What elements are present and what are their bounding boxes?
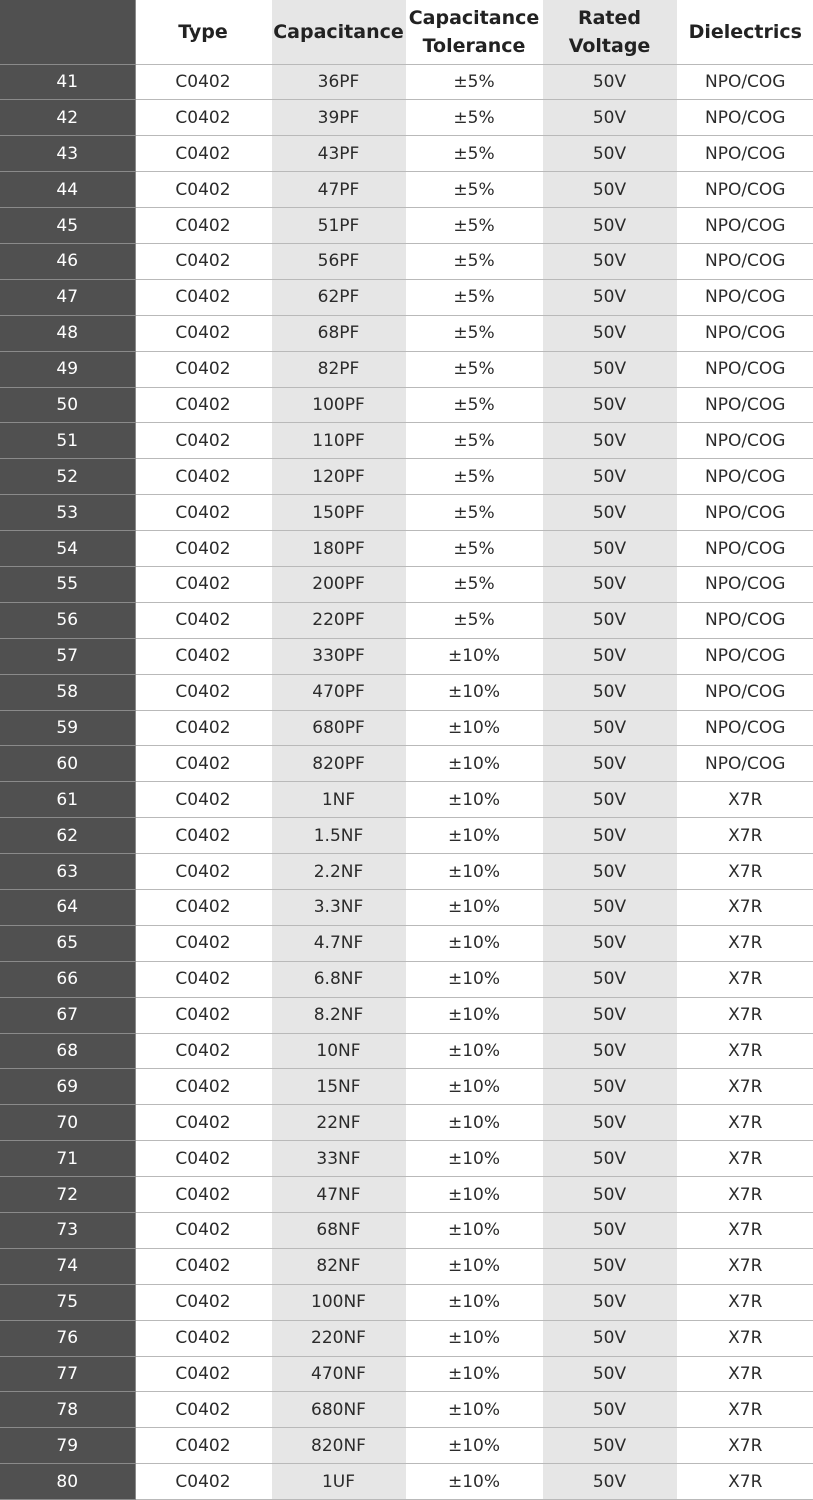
voltage-cell: 50V [542,782,677,818]
dielectric-cell: NPO/COG [677,387,813,423]
tolerance-cell: ±10% [406,782,542,818]
type-cell: C0402 [135,889,271,925]
voltage-cell: 50V [542,925,677,961]
table-row [0,172,813,208]
dielectric-cell: NPO/COG [677,208,813,244]
table-row [0,602,813,638]
type-cell: C0402 [135,1392,271,1428]
voltage-cell: 50V [542,1356,677,1392]
table-row [0,315,813,351]
tolerance-cell: ±10% [406,818,542,854]
row-index-cell: 74 [0,1248,135,1284]
dielectric-cell: NPO/COG [677,100,813,136]
type-cell: C0402 [135,64,271,100]
table-row [0,136,813,172]
row-index-cell: 80 [0,1464,135,1500]
table-row [0,423,813,459]
type-cell: C0402 [135,566,271,602]
tolerance-cell: ±5% [406,566,542,602]
capacitance-cell: 150PF [271,495,406,531]
table-row [0,279,813,315]
dielectric-cell: X7R [677,854,813,890]
tolerance-cell: ±5% [406,459,542,495]
voltage-cell: 50V [542,818,677,854]
voltage-cell: 50V [542,315,677,351]
table-row [0,1392,813,1428]
table-row [0,1356,813,1392]
capacitance-cell: 3.3NF [271,889,406,925]
row-index-cell: 75 [0,1284,135,1320]
voltage-cell: 50V [542,279,677,315]
voltage-cell: 50V [542,854,677,890]
table-row [0,1284,813,1320]
dielectric-cell: X7R [677,1356,813,1392]
voltage-cell: 50V [542,172,677,208]
row-index-cell: 64 [0,889,135,925]
table-row [0,1464,813,1500]
voltage-cell: 50V [542,459,677,495]
capacitance-cell: 470NF [271,1356,406,1392]
voltage-cell: 50V [542,531,677,567]
voltage-cell: 50V [542,889,677,925]
table-row [0,854,813,890]
tolerance-cell: ±10% [406,1033,542,1069]
table-header [0,0,813,64]
capacitance-cell: 330PF [271,638,406,674]
capacitance-cell: 62PF [271,279,406,315]
voltage-cell: 50V [542,100,677,136]
row-index-cell: 62 [0,818,135,854]
table-row [0,1177,813,1213]
capacitance-cell: 820PF [271,746,406,782]
row-index-cell: 52 [0,459,135,495]
tolerance-cell: ±10% [406,1356,542,1392]
table-row [0,961,813,997]
table-row [0,674,813,710]
dielectric-cell: NPO/COG [677,351,813,387]
table-row [0,1105,813,1141]
type-cell: C0402 [135,997,271,1033]
row-index-cell: 48 [0,315,135,351]
capacitance-cell: 82NF [271,1248,406,1284]
capacitance-cell: 33NF [271,1141,406,1177]
table-row [0,1033,813,1069]
tolerance-cell: ±5% [406,243,542,279]
tolerance-cell: ±5% [406,531,542,567]
capacitance-cell: 39PF [271,100,406,136]
capacitance-cell: 220PF [271,602,406,638]
tolerance-cell: ±10% [406,1392,542,1428]
table-row [0,1248,813,1284]
table-row [0,64,813,100]
dielectric-cell: X7R [677,782,813,818]
tolerance-cell: ±10% [406,1320,542,1356]
header-voltage-line2: Voltage [568,34,651,57]
dielectric-cell: NPO/COG [677,710,813,746]
voltage-cell: 50V [542,674,677,710]
row-index-cell: 68 [0,1033,135,1069]
capacitance-cell: 200PF [271,566,406,602]
capacitance-cell: 220NF [271,1320,406,1356]
capacitance-cell: 10NF [271,1033,406,1069]
tolerance-cell: ±5% [406,423,542,459]
voltage-cell: 50V [542,602,677,638]
table-row [0,1213,813,1249]
voltage-cell: 50V [542,997,677,1033]
tolerance-cell: ±5% [406,208,542,244]
type-cell: C0402 [135,1213,271,1249]
row-index-cell: 79 [0,1428,135,1464]
tolerance-cell: ±5% [406,602,542,638]
row-index-cell: 43 [0,136,135,172]
capacitance-cell: 43PF [271,136,406,172]
row-index-cell: 69 [0,1069,135,1105]
header-tolerance-line2: Tolerance [422,34,526,57]
capacitance-cell: 110PF [271,423,406,459]
row-index-cell: 44 [0,172,135,208]
voltage-cell: 50V [542,1033,677,1069]
voltage-cell: 50V [542,566,677,602]
voltage-cell: 50V [542,746,677,782]
dielectric-cell: X7R [677,1392,813,1428]
row-index-cell: 47 [0,279,135,315]
tolerance-cell: ±5% [406,172,542,208]
type-cell: C0402 [135,746,271,782]
type-cell: C0402 [135,1033,271,1069]
tolerance-cell: ±10% [406,1428,542,1464]
tolerance-cell: ±5% [406,387,542,423]
type-cell: C0402 [135,1284,271,1320]
capacitance-cell: 470PF [271,674,406,710]
dielectric-cell: X7R [677,1213,813,1249]
header-dielectrics: Dielectrics [677,0,813,64]
dielectric-cell: X7R [677,1464,813,1500]
capacitance-cell: 680NF [271,1392,406,1428]
dielectric-cell: NPO/COG [677,172,813,208]
tolerance-cell: ±5% [406,495,542,531]
row-index-cell: 41 [0,64,135,100]
tolerance-cell: ±5% [406,351,542,387]
row-index-cell: 50 [0,387,135,423]
capacitance-cell: 68PF [271,315,406,351]
capacitance-cell: 100NF [271,1284,406,1320]
dielectric-cell: NPO/COG [677,674,813,710]
dielectric-cell: NPO/COG [677,64,813,100]
type-cell: C0402 [135,351,271,387]
row-index-cell: 73 [0,1213,135,1249]
table-row [0,710,813,746]
tolerance-cell: ±10% [406,710,542,746]
row-index-cell: 54 [0,531,135,567]
capacitance-cell: 22NF [271,1105,406,1141]
type-cell: C0402 [135,854,271,890]
row-index-cell: 57 [0,638,135,674]
dielectric-cell: X7R [677,1105,813,1141]
dielectric-cell: NPO/COG [677,602,813,638]
tolerance-cell: ±10% [406,854,542,890]
table-row [0,566,813,602]
dielectric-cell: NPO/COG [677,531,813,567]
voltage-cell: 50V [542,1320,677,1356]
voltage-cell: 50V [542,495,677,531]
dielectric-cell: NPO/COG [677,495,813,531]
type-cell: C0402 [135,315,271,351]
voltage-cell: 50V [542,387,677,423]
row-index-cell: 58 [0,674,135,710]
capacitance-cell: 47PF [271,172,406,208]
row-index-cell: 60 [0,746,135,782]
voltage-cell: 50V [542,136,677,172]
header-capacitance: Capacitance [271,0,406,64]
table-row [0,997,813,1033]
row-index-cell: 76 [0,1320,135,1356]
dielectric-cell: NPO/COG [677,279,813,315]
type-cell: C0402 [135,638,271,674]
dielectric-cell: X7R [677,1069,813,1105]
tolerance-cell: ±10% [406,674,542,710]
dielectric-cell: X7R [677,1320,813,1356]
tolerance-cell: ±10% [406,889,542,925]
table-row [0,495,813,531]
capacitance-cell: 1.5NF [271,818,406,854]
type-cell: C0402 [135,925,271,961]
table-row [0,818,813,854]
table-row [0,889,813,925]
dielectric-cell: NPO/COG [677,315,813,351]
voltage-cell: 50V [542,423,677,459]
capacitance-cell: 1UF [271,1464,406,1500]
tolerance-cell: ±10% [406,961,542,997]
dielectric-cell: NPO/COG [677,136,813,172]
tolerance-cell: ±5% [406,100,542,136]
table-row [0,351,813,387]
capacitance-cell: 120PF [271,459,406,495]
type-cell: C0402 [135,423,271,459]
type-cell: C0402 [135,674,271,710]
table-row [0,925,813,961]
type-cell: C0402 [135,1248,271,1284]
tolerance-cell: ±10% [406,925,542,961]
table-body [0,64,813,1500]
voltage-cell: 50V [542,1213,677,1249]
dielectric-cell: X7R [677,1033,813,1069]
dielectric-cell: X7R [677,925,813,961]
header-tolerance-line1: Capacitance [408,6,540,29]
dielectric-cell: X7R [677,889,813,925]
tolerance-cell: ±10% [406,1284,542,1320]
type-cell: C0402 [135,172,271,208]
tolerance-cell: ±5% [406,279,542,315]
capacitance-cell: 820NF [271,1428,406,1464]
row-index-cell: 65 [0,925,135,961]
header-index [0,0,135,64]
type-cell: C0402 [135,1105,271,1141]
row-index-cell: 77 [0,1356,135,1392]
tolerance-cell: ±10% [406,746,542,782]
table-row [0,387,813,423]
voltage-cell: 50V [542,1177,677,1213]
dielectric-cell: NPO/COG [677,243,813,279]
voltage-cell: 50V [542,1105,677,1141]
row-index-cell: 72 [0,1177,135,1213]
table-row [0,1069,813,1105]
voltage-cell: 50V [542,1069,677,1105]
table-row [0,782,813,818]
tolerance-cell: ±10% [406,1248,542,1284]
row-index-cell: 78 [0,1392,135,1428]
type-cell: C0402 [135,1177,271,1213]
voltage-cell: 50V [542,208,677,244]
type-cell: C0402 [135,279,271,315]
row-index-cell: 55 [0,566,135,602]
tolerance-cell: ±10% [406,997,542,1033]
dielectric-cell: NPO/COG [677,423,813,459]
type-cell: C0402 [135,243,271,279]
type-cell: C0402 [135,136,271,172]
capacitance-cell: 100PF [271,387,406,423]
type-cell: C0402 [135,818,271,854]
dielectric-cell: X7R [677,961,813,997]
type-cell: C0402 [135,1464,271,1500]
capacitance-cell: 82PF [271,351,406,387]
row-index-cell: 42 [0,100,135,136]
row-index-cell: 71 [0,1141,135,1177]
row-index-cell: 59 [0,710,135,746]
dielectric-cell: X7R [677,1284,813,1320]
type-cell: C0402 [135,1356,271,1392]
capacitance-cell: 1NF [271,782,406,818]
type-cell: C0402 [135,1069,271,1105]
row-index-cell: 49 [0,351,135,387]
voltage-cell: 50V [542,1464,677,1500]
type-cell: C0402 [135,531,271,567]
type-cell: C0402 [135,100,271,136]
dielectric-cell: X7R [677,1428,813,1464]
tolerance-cell: ±10% [406,1069,542,1105]
voltage-cell: 50V [542,1248,677,1284]
capacitance-cell: 68NF [271,1213,406,1249]
type-cell: C0402 [135,710,271,746]
capacitance-cell: 2.2NF [271,854,406,890]
dielectric-cell: NPO/COG [677,566,813,602]
type-cell: C0402 [135,459,271,495]
header-voltage-line1: Rated [577,6,642,29]
table-row [0,638,813,674]
voltage-cell: 50V [542,710,677,746]
table-row [0,459,813,495]
type-cell: C0402 [135,782,271,818]
table-row [0,243,813,279]
type-cell: C0402 [135,495,271,531]
voltage-cell: 50V [542,1141,677,1177]
row-index-cell: 53 [0,495,135,531]
tolerance-cell: ±10% [406,1464,542,1500]
table-row [0,1320,813,1356]
table-row [0,746,813,782]
tolerance-cell: ±10% [406,1177,542,1213]
dielectric-cell: X7R [677,1141,813,1177]
row-index-cell: 66 [0,961,135,997]
row-index-cell: 67 [0,997,135,1033]
tolerance-cell: ±10% [406,1141,542,1177]
capacitance-cell: 15NF [271,1069,406,1105]
type-cell: C0402 [135,208,271,244]
tolerance-cell: ±10% [406,1105,542,1141]
dielectric-cell: X7R [677,1248,813,1284]
tolerance-cell: ±10% [406,638,542,674]
header-voltage [542,0,677,64]
type-cell: C0402 [135,602,271,638]
dielectric-cell: NPO/COG [677,638,813,674]
voltage-cell: 50V [542,351,677,387]
row-index-cell: 46 [0,243,135,279]
capacitance-cell: 51PF [271,208,406,244]
voltage-cell: 50V [542,1392,677,1428]
tolerance-cell: ±5% [406,136,542,172]
row-index-cell: 61 [0,782,135,818]
voltage-cell: 50V [542,243,677,279]
table-row [0,208,813,244]
capacitance-cell: 8.2NF [271,997,406,1033]
dielectric-cell: NPO/COG [677,459,813,495]
tolerance-cell: ±10% [406,1213,542,1249]
row-index-cell: 70 [0,1105,135,1141]
row-index-cell: 63 [0,854,135,890]
voltage-cell: 50V [542,1284,677,1320]
type-cell: C0402 [135,1428,271,1464]
voltage-cell: 50V [542,638,677,674]
type-cell: C0402 [135,1320,271,1356]
header-tolerance [406,0,542,64]
dielectric-cell: X7R [677,1177,813,1213]
capacitance-cell: 6.8NF [271,961,406,997]
voltage-cell: 50V [542,1428,677,1464]
type-cell: C0402 [135,961,271,997]
row-index-cell: 56 [0,602,135,638]
capacitance-cell: 180PF [271,531,406,567]
dielectric-cell: NPO/COG [677,746,813,782]
capacitance-cell: 680PF [271,710,406,746]
table-row [0,100,813,136]
dielectric-cell: X7R [677,818,813,854]
tolerance-cell: ±5% [406,64,542,100]
table-row [0,1141,813,1177]
header-row [0,0,813,64]
capacitance-cell: 4.7NF [271,925,406,961]
table-row [0,531,813,567]
row-index-cell: 45 [0,208,135,244]
capacitance-cell: 56PF [271,243,406,279]
header-type: Type [135,0,271,64]
dielectric-cell: X7R [677,997,813,1033]
row-index-cell: 51 [0,423,135,459]
type-cell: C0402 [135,1141,271,1177]
table-row [0,1428,813,1464]
capacitance-cell: 47NF [271,1177,406,1213]
type-cell: C0402 [135,387,271,423]
voltage-cell: 50V [542,64,677,100]
capacitance-cell: 36PF [271,64,406,100]
voltage-cell: 50V [542,961,677,997]
tolerance-cell: ±5% [406,315,542,351]
